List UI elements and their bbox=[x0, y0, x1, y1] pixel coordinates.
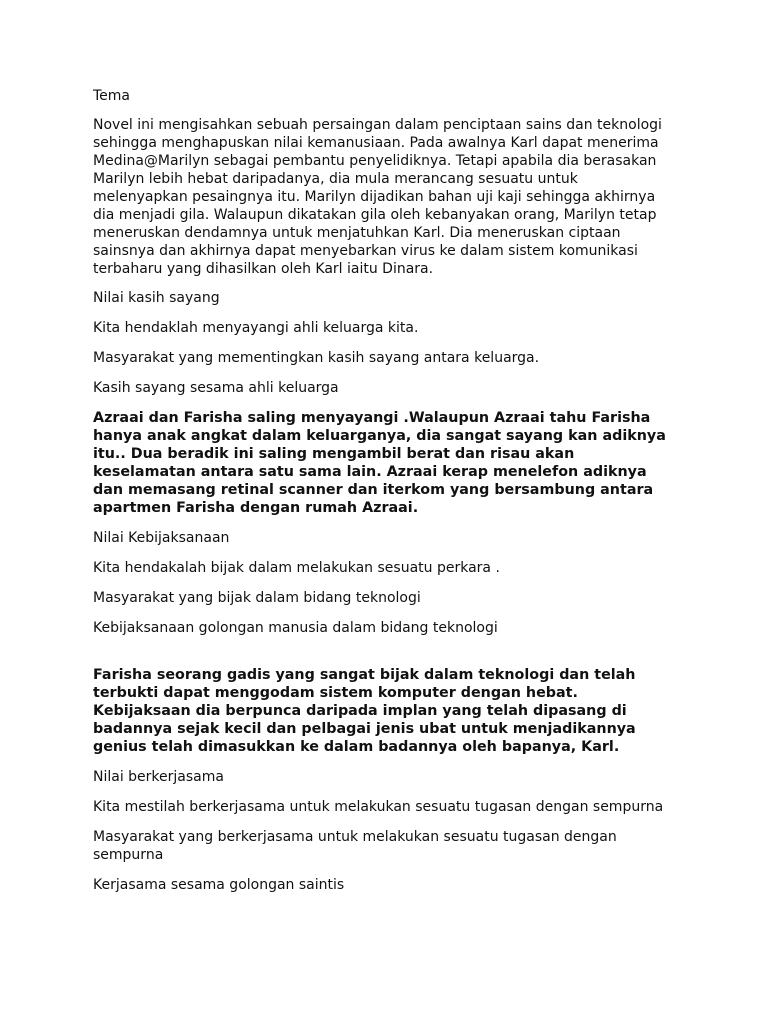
paragraph-kasih-bold: Azraai dan Farisha saling menyayangi .Walaupun Azraai tahu Farisha hanya anak angkat dalam keluarganya, dia sangat sayang kan adiknya itu.. Dua beradik ini saling mengambil berat dan risau akan keselamatan antara satu sama lain. Azraai kerap menelefon adiknya dan memasang retinal scanner dan iterkom yang bersambung antara apartmen Farisha dengan rumah Azraai. bbox=[93, 410, 666, 516]
heading-nilai-kebijaksanaan: Nilai Kebijaksanaan bbox=[93, 530, 230, 546]
paragraph-kasih-2: Masyarakat yang mementingkan kasih sayang antara keluarga. bbox=[93, 350, 540, 366]
heading-nilai-kasih-sayang: Nilai kasih sayang bbox=[93, 290, 220, 306]
paragraph-kerja-1: Kita mestilah berkerjasama untuk melakukan sesuatu tugasan dengan sempurna bbox=[93, 799, 664, 815]
paragraph-bijak-bold: Farisha seorang gadis yang sangat bijak dalam teknologi dan telah terbukti dapat menggodam sistem komputer dengan hebat. Kebijaksaan dia berpunca daripada implan yang telah dipasang di badannya sejak kecil dan pelbagai jenis ubat untuk menjadikannya genius telah dimasukkan ke dalam badannya oleh bapanya, Karl. bbox=[93, 667, 636, 755]
paragraph-bijak-1: Kita hendakalah bijak dalam melakukan sesuatu perkara . bbox=[93, 560, 500, 576]
paragraph-tema: Novel ini mengisahkan sebuah persaingan dalam penciptaan sains dan teknologi sehingga menghapuskan nilai kemanusiaan. Pada awalnya Karl dapat menerima Medina@Marilyn sebagai pembantu penyelidiknya. Tetapi apabila dia berasakan Marilyn lebih hebat daripadanya, dia mula merancang sesuatu untuk melenyapkan pesaingnya itu. Marilyn dijadikan bahan uji kaji sehingga akhirnya dia menjadi gila. Walaupun dikatakan gila oleh kebanyakan orang, Marilyn tetap meneruskan dendamnya untuk menjatuhkan Karl. Dia meneruskan ciptaan sainsnya dan akhirnya dapat menyebarkan virus ke dalam sistem komunikasi terbaharu yang dihasilkan oleh Karl iaitu Dinara. bbox=[93, 117, 662, 277]
heading-nilai-berkerjasama: Nilai berkerjasama bbox=[93, 769, 224, 785]
paragraph-bijak-3: Kebijaksanaan golongan manusia dalam bidang teknologi bbox=[93, 620, 498, 636]
heading-tema: Tema bbox=[93, 88, 131, 104]
paragraph-bijak-2: Masyarakat yang bijak dalam bidang teknologi bbox=[93, 590, 421, 606]
paragraph-kasih-3: Kasih sayang sesama ahli keluarga bbox=[93, 380, 339, 396]
paragraph-kerja-3: Kerjasama sesama golongan saintis bbox=[93, 877, 345, 893]
paragraph-kasih-1: Kita hendaklah menyayangi ahli keluarga kita. bbox=[93, 320, 419, 336]
paragraph-kerja-2: Masyarakat yang berkerjasama untuk melakukan sesuatu tugasan dengan sempurna bbox=[93, 829, 617, 863]
